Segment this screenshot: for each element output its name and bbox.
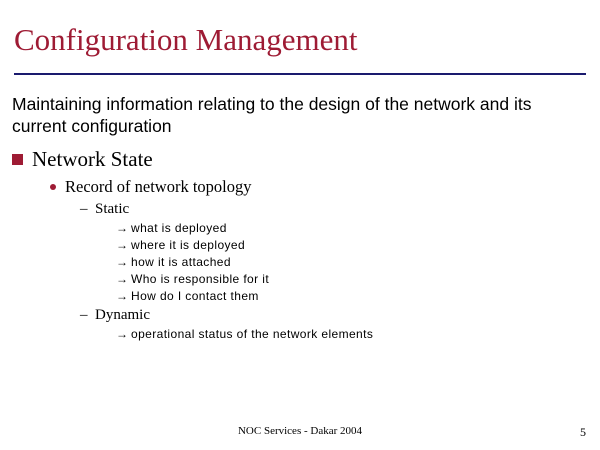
bullet-level4-label: How do I contact them — [131, 289, 259, 303]
bullet-level4-label: what is deployed — [131, 221, 227, 235]
bullet-level2-label: Record of network topology — [65, 177, 252, 196]
arrow-bullet-icon: → — [116, 327, 128, 341]
slide-body — [12, 93, 590, 341]
arrow-bullet-icon: → — [116, 272, 128, 286]
bullet-level4 — [116, 272, 590, 286]
round-bullet-icon — [50, 184, 56, 190]
bullet-level3-label: Dynamic — [95, 307, 150, 323]
bullet-level4 — [116, 327, 590, 341]
lead-paragraph: Maintaining information relating to the design of the network and its current configuration — [12, 94, 532, 136]
bullet-level4 — [116, 238, 590, 252]
bullet-level4-label: operational status of the network elements — [131, 327, 374, 341]
bullet-level3-label: Static — [95, 201, 130, 217]
bullet-level4-label: how it is attached — [131, 255, 231, 269]
bullet-level4-label: where it is deployed — [131, 238, 246, 252]
bullet-level4 — [116, 221, 590, 235]
bullet-level3 — [80, 307, 590, 324]
arrow-bullet-icon: → — [116, 289, 128, 303]
arrow-bullet-icon: → — [116, 221, 128, 235]
bullet-level4 — [116, 289, 590, 303]
bullet-level1 — [12, 147, 590, 172]
bullet-level3 — [80, 201, 590, 218]
square-bullet-icon — [12, 154, 23, 165]
dash-bullet-icon: – — [80, 201, 88, 217]
page-number: 5 — [580, 425, 586, 439]
bullet-level4 — [116, 255, 590, 269]
arrow-bullet-icon: → — [116, 238, 128, 252]
bullet-level1-label: Network State — [32, 147, 153, 171]
bullet-level4-label: Who is responsible for it — [131, 272, 270, 286]
title-divider — [14, 73, 586, 75]
arrow-bullet-icon: → — [116, 255, 128, 269]
slide-footer: NOC Services - Dakar 2004 — [237, 425, 363, 437]
bullet-level2 — [50, 177, 590, 197]
dash-bullet-icon: – — [80, 307, 88, 323]
page-title: Configuration Management — [14, 22, 358, 57]
